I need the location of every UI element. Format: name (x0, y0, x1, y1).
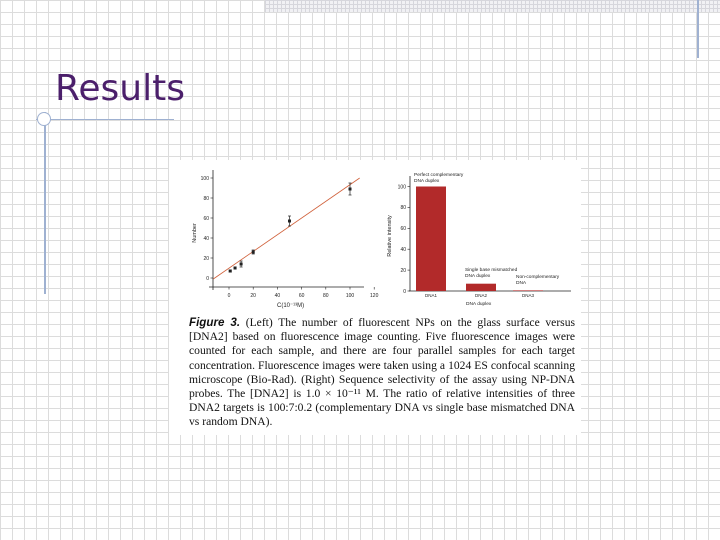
caption-text: (Left) The number of fluorescent NPs on the glass surface versus [DNA2] based on fluorescence image counting. Five fluorescence images were counted for each sample, and there are four parallel samples for each target concentration. Fluorescence images were taken using a 1024 ES confocal scanning microscope (Bio-Rad). (Right) Sequence selectivity of the assay using NP-DNA probes. The [DNA2] is 1.0 × 10⁻¹¹ M. The ratio of relative intensities of three DNA2 targets is 100:7:0.2 (complementary DNA vs single base mismatched DNA vs random DNA). (189, 316, 575, 429)
right-y-tick-label: 20 (400, 267, 406, 274)
figure-caption (189, 316, 575, 430)
left-fit-line (213, 178, 359, 279)
right-annotation: DNA duplex (466, 302, 492, 307)
left-data-point (288, 220, 291, 223)
right-annotation: DNA duplex (465, 274, 491, 279)
right-bar (416, 187, 446, 292)
left-y-tick-label: 20 (203, 255, 209, 262)
left-y-label: Number (192, 223, 198, 243)
left-y-tick-label: 80 (203, 195, 209, 202)
caption-label: Figure 3. (189, 316, 241, 329)
left-x-tick-label: 60 (298, 293, 305, 299)
right-bar (513, 290, 543, 291)
right-annotation: Single base mismatched (465, 268, 518, 273)
left-data-point (234, 267, 237, 270)
left-x-tick-label: 0 (227, 293, 231, 299)
left-accent-line (44, 112, 46, 294)
left-x-label: C(10⁻¹³M) (277, 303, 305, 309)
right-annotation: Non-complementary (516, 275, 560, 280)
right-annotation: Perfect complementary (414, 173, 464, 178)
left-y-tick-label: 60 (203, 215, 209, 222)
right-annotation: DNA (516, 281, 527, 286)
right-y-tick-label: 40 (400, 247, 406, 253)
slide-title: Results (55, 68, 185, 109)
right-bar (466, 284, 496, 291)
right-accent-line (697, 0, 699, 58)
right-y-tick-label: 60 (400, 226, 406, 233)
left-y-tick-label: 0 (206, 275, 209, 282)
figure-image (169, 160, 581, 435)
accent-circle (37, 112, 51, 126)
left-scatter-chart (192, 170, 379, 309)
right-y-tick-label: 100 (397, 184, 406, 191)
left-x-tick-label: 20 (250, 293, 256, 299)
left-data-point (252, 251, 255, 254)
left-data-point (349, 188, 352, 191)
left-data-point (229, 270, 232, 273)
left-data-point (240, 263, 243, 266)
right-annotation: DNA duplex (414, 179, 440, 184)
figure-charts (169, 160, 581, 310)
left-y-tick-label: 40 (203, 235, 209, 242)
left-x-tick-label: 100 (345, 293, 355, 299)
title-underline (36, 119, 174, 120)
right-bar-chart (387, 172, 571, 307)
right-y-tick-label: 0 (403, 288, 406, 295)
right-category-label: DNA2 (474, 293, 488, 298)
left-x-tick-label: 120 (370, 293, 379, 299)
right-y-label: Relative intensity (387, 215, 393, 257)
right-y-tick-label: 80 (400, 205, 406, 212)
right-category-label: DNA3 (521, 293, 535, 298)
top-decorative-bar (265, 0, 720, 12)
left-x-tick-label: 80 (323, 293, 329, 299)
left-y-tick-label: 100 (200, 175, 209, 182)
right-category-label: DNA1 (424, 293, 438, 298)
left-x-tick-label: 40 (274, 293, 281, 299)
